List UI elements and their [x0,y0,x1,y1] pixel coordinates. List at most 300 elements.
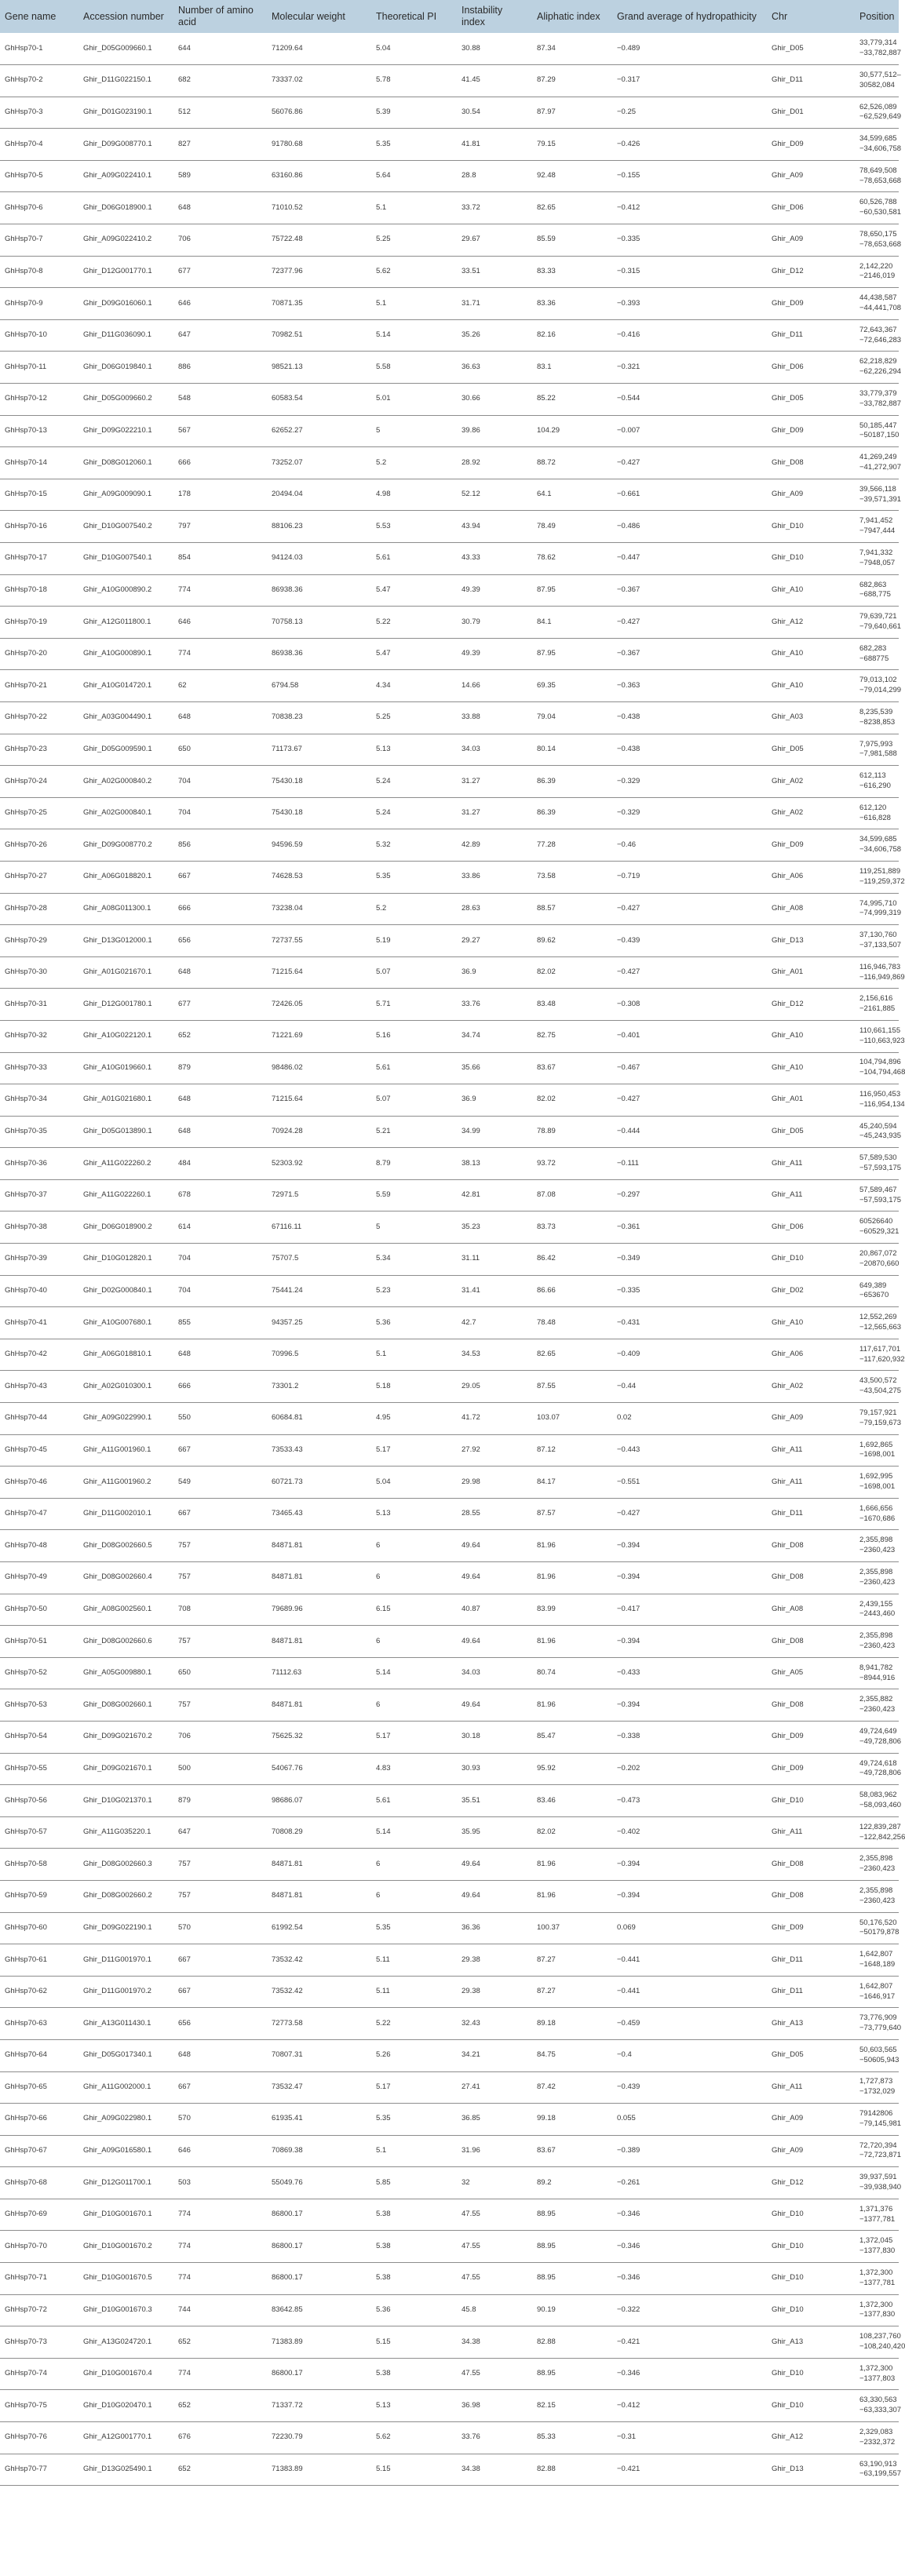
theoretical-pi-cell: 5.61 [371,1785,457,1817]
gravy-cell: −0.394 [612,1626,767,1658]
theoretical-pi-cell: 5.15 [371,2326,457,2359]
accession-cell: Ghir_D11G001970.2 [78,1976,173,2008]
molecular-weight-cell: 75707.5 [267,1244,371,1276]
amino-acid-cell: 652 [173,2390,267,2422]
theoretical-pi-cell: 5.17 [371,2071,457,2104]
table-row [0,574,899,607]
theoretical-pi-cell: 5.26 [371,2039,457,2071]
molecular-weight-cell: 70838.23 [267,701,371,734]
gene-name-cell: GhHsp70-35 [0,1116,78,1148]
position-cell: 2,355,898 −2360,423 [855,1880,899,1912]
aliphatic-index-cell: 99.18 [532,2104,612,2136]
gravy-cell: −0.46 [612,829,767,862]
aliphatic-index-cell: 88.95 [532,2231,612,2263]
aliphatic-index-cell: 86.39 [532,766,612,798]
gene-name-cell: GhHsp70-69 [0,2199,78,2231]
table-row [0,1498,899,1530]
instability-index-cell: 41.72 [457,1403,532,1435]
chr-cell: Ghir_A01 [767,1084,855,1117]
molecular-weight-cell: 56076.86 [267,97,371,129]
molecular-weight-cell: 70996.5 [267,1339,371,1371]
position-cell: 122,839,287 −122,842,256 [855,1816,899,1849]
header-amino-acid-count: Number of amino acid [178,5,254,27]
chr-cell: Ghir_A02 [767,1371,855,1403]
instability-index-cell: 36.85 [457,2104,532,2136]
position-cell: 8,235,539 −8238,853 [855,701,899,734]
amino-acid-cell: 827 [173,129,267,161]
gravy-cell: −0.315 [612,256,767,288]
chr-cell: Ghir_D08 [767,1880,855,1912]
molecular-weight-cell: 70807.31 [267,2039,371,2071]
header-gravy: Grand average of hydropathicity [617,10,757,22]
chr-cell: Ghir_A11 [767,1434,855,1467]
position-cell: 34,599,685 −34,606,758 [855,129,899,161]
instability-index-cell: 34.53 [457,1339,532,1371]
table-row [0,256,899,288]
gravy-cell: −0.486 [612,511,767,543]
position-cell: 116,950,453 −116,954,134 [855,1084,899,1117]
gene-name-cell: GhHsp70-73 [0,2326,78,2359]
instability-index-cell: 30.54 [457,97,532,129]
chr-cell: Ghir_D09 [767,1753,855,1785]
theoretical-pi-cell: 5.13 [371,2390,457,2422]
molecular-weight-cell: 61935.41 [267,2104,371,2136]
instability-index-cell: 47.55 [457,2263,532,2295]
gravy-cell: −0.25 [612,97,767,129]
table-row [0,2231,899,2263]
gravy-cell: −0.335 [612,1275,767,1307]
theoretical-pi-cell: 5.25 [371,701,457,734]
amino-acid-cell: 774 [173,574,267,607]
gene-name-cell: GhHsp70-75 [0,2390,78,2422]
instability-index-cell: 29.38 [457,1976,532,2008]
table-row [0,1052,899,1084]
amino-acid-cell: 708 [173,1594,267,1626]
amino-acid-cell: 646 [173,607,267,639]
accession-cell: Ghir_D01G023190.1 [78,97,173,129]
chr-cell: Ghir_A09 [767,479,855,511]
instability-index-cell: 28.92 [457,447,532,479]
theoretical-pi-cell: 5.24 [371,766,457,798]
accession-cell: Ghir_D08G012060.1 [78,447,173,479]
instability-index-cell: 28.55 [457,1498,532,1530]
aliphatic-index-cell: 83.99 [532,1594,612,1626]
aliphatic-index-cell: 89.62 [532,925,612,957]
chr-cell: Ghir_D08 [767,1530,855,1562]
table-body [0,33,905,2486]
position-cell: 110,661,155 −110,663,923 [855,1020,899,1052]
aliphatic-index-cell: 83.33 [532,256,612,288]
gene-name-cell: GhHsp70-56 [0,1785,78,1817]
aliphatic-index-cell: 87.12 [532,1434,612,1467]
instability-index-cell: 36.9 [457,956,532,989]
table-row [0,1689,899,1722]
table-row [0,1020,899,1052]
gene-name-cell: GhHsp70-21 [0,670,78,702]
theoretical-pi-cell: 5.07 [371,1084,457,1117]
accession-cell: Ghir_D09G008770.2 [78,829,173,862]
theoretical-pi-cell: 5.35 [371,861,457,893]
header-molecular-weight: Molecular weight [272,10,345,22]
gene-name-cell: GhHsp70-42 [0,1339,78,1371]
theoretical-pi-cell: 5.58 [371,352,457,384]
aliphatic-index-cell: 100.37 [532,1912,612,1944]
table-row [0,1753,899,1785]
gene-name-cell: GhHsp70-30 [0,956,78,989]
aliphatic-index-cell: 82.02 [532,1084,612,1117]
gravy-cell: −0.111 [612,1148,767,1180]
gravy-cell: −0.393 [612,288,767,320]
table-row [0,1562,899,1594]
gene-name-cell: GhHsp70-12 [0,384,78,416]
molecular-weight-cell: 73465.43 [267,1498,371,1530]
accession-cell: Ghir_A12G011800.1 [78,607,173,639]
instability-index-cell: 30.88 [457,33,532,65]
amino-acid-cell: 549 [173,1467,267,1499]
theoretical-pi-cell: 5.18 [371,1371,457,1403]
amino-acid-cell: 614 [173,1211,267,1244]
accession-cell: Ghir_D09G021670.1 [78,1753,173,1785]
theoretical-pi-cell: 5.38 [371,2263,457,2295]
instability-index-cell: 34.21 [457,2039,532,2071]
gravy-cell: −0.349 [612,1244,767,1276]
chr-cell: Ghir_D10 [767,2294,855,2326]
instability-index-cell: 49.64 [457,1849,532,1881]
amino-acid-cell: 648 [173,956,267,989]
theoretical-pi-cell: 6 [371,1880,457,1912]
gravy-cell: −0.443 [612,1434,767,1467]
gene-name-cell: GhHsp70-1 [0,33,78,65]
accession-cell: Ghir_A08G011300.1 [78,893,173,925]
aliphatic-index-cell: 81.96 [532,1626,612,1658]
gravy-cell: −0.427 [612,1084,767,1117]
amino-acid-cell: 667 [173,1944,267,1977]
molecular-weight-cell: 83642.85 [267,2294,371,2326]
gene-name-cell: GhHsp70-65 [0,2071,78,2104]
header-instability-index: Instability index [462,5,503,27]
table-row [0,607,899,639]
amino-acid-cell: 704 [173,1275,267,1307]
amino-acid-cell: 500 [173,1753,267,1785]
gene-name-cell: GhHsp70-36 [0,1148,78,1180]
theoretical-pi-cell: 5.1 [371,2135,457,2167]
aliphatic-index-cell: 84.1 [532,607,612,639]
table-row [0,97,899,129]
amino-acid-cell: 648 [173,1084,267,1117]
gene-name-cell: GhHsp70-18 [0,574,78,607]
accession-cell: Ghir_D05G009660.2 [78,384,173,416]
molecular-weight-cell: 73337.02 [267,65,371,97]
accession-cell: Ghir_A11G001960.2 [78,1467,173,1499]
molecular-weight-cell: 72426.05 [267,989,371,1021]
molecular-weight-cell: 98686.07 [267,1785,371,1817]
accession-cell: Ghir_A05G009880.1 [78,1657,173,1689]
gravy-cell: −0.389 [612,2135,767,2167]
position-cell: 1,692,995 −1698,001 [855,1467,899,1499]
gravy-cell: −0.202 [612,1753,767,1785]
amino-acid-cell: 667 [173,1498,267,1530]
instability-index-cell: 29.67 [457,224,532,257]
position-cell: 79,639,721 −79,640,661 [855,607,899,639]
instability-index-cell: 36.63 [457,352,532,384]
gravy-cell: −0.441 [612,1976,767,2008]
instability-index-cell: 35.26 [457,319,532,352]
gravy-cell: −0.317 [612,65,767,97]
instability-index-cell: 30.18 [457,1721,532,1753]
table-row [0,2135,899,2167]
chr-cell: Ghir_A11 [767,1179,855,1211]
accession-cell: Ghir_A11G022260.1 [78,1179,173,1211]
accession-cell: Ghir_D11G001970.1 [78,1944,173,1977]
molecular-weight-cell: 91780.68 [267,129,371,161]
amino-acid-cell: 589 [173,160,267,192]
gene-name-cell: GhHsp70-74 [0,2358,78,2390]
accession-cell: Ghir_A01G021670.1 [78,956,173,989]
table-row [0,352,899,384]
molecular-weight-cell: 63160.86 [267,160,371,192]
aliphatic-index-cell: 85.33 [532,2422,612,2454]
theoretical-pi-cell: 4.95 [371,1403,457,1435]
chr-cell: Ghir_D05 [767,2039,855,2071]
theoretical-pi-cell: 5.62 [371,2422,457,2454]
accession-cell: Ghir_A11G035220.1 [78,1816,173,1849]
position-cell: 44,438,587 −44,441,708 [855,288,899,320]
molecular-weight-cell: 75441.24 [267,1275,371,1307]
gene-name-cell: GhHsp70-70 [0,2231,78,2263]
amino-acid-cell: 667 [173,1434,267,1467]
amino-acid-cell: 666 [173,447,267,479]
theoretical-pi-cell: 5.35 [371,2104,457,2136]
accession-cell: Ghir_A13G024720.1 [78,2326,173,2359]
theoretical-pi-cell: 5.07 [371,956,457,989]
molecular-weight-cell: 73532.42 [267,1944,371,1977]
chr-cell: Ghir_A02 [767,797,855,829]
theoretical-pi-cell: 5.11 [371,1944,457,1977]
gravy-cell: −0.394 [612,1689,767,1722]
gene-name-cell: GhHsp70-44 [0,1403,78,1435]
gene-name-cell: GhHsp70-66 [0,2104,78,2136]
amino-acid-cell: 677 [173,989,267,1021]
instability-index-cell: 34.74 [457,1020,532,1052]
table-row [0,1148,899,1180]
accession-cell: Ghir_D10G021370.1 [78,1785,173,1817]
accession-cell: Ghir_A10G000890.2 [78,574,173,607]
position-cell: 2,355,898 −2360,423 [855,1849,899,1881]
theoretical-pi-cell: 5.36 [371,2294,457,2326]
gravy-cell: −0.322 [612,2294,767,2326]
accession-cell: Ghir_D06G018900.1 [78,192,173,224]
molecular-weight-cell: 72377.96 [267,256,371,288]
theoretical-pi-cell: 5.39 [371,97,457,129]
aliphatic-index-cell: 82.02 [532,1816,612,1849]
theoretical-pi-cell: 5.1 [371,1339,457,1371]
theoretical-pi-cell: 5.14 [371,1657,457,1689]
instability-index-cell: 31.41 [457,1275,532,1307]
theoretical-pi-cell: 8.79 [371,1148,457,1180]
gravy-cell: −0.427 [612,956,767,989]
molecular-weight-cell: 74628.53 [267,861,371,893]
gravy-cell: −0.321 [612,352,767,384]
position-cell: 2,142,220 −2146,019 [855,256,899,288]
gravy-cell: −0.346 [612,2263,767,2295]
aliphatic-index-cell: 87.42 [532,2071,612,2104]
chr-cell: Ghir_A06 [767,1339,855,1371]
gene-name-cell: GhHsp70-60 [0,1912,78,1944]
instability-index-cell: 42.89 [457,829,532,862]
chr-cell: Ghir_D05 [767,1116,855,1148]
header-row [0,0,899,33]
aliphatic-index-cell: 69.35 [532,670,612,702]
theoretical-pi-cell: 5.64 [371,160,457,192]
header-chr: Chr [772,10,788,22]
gene-name-cell: GhHsp70-31 [0,989,78,1021]
theoretical-pi-cell: 5.35 [371,1912,457,1944]
gene-name-cell: GhHsp70-27 [0,861,78,893]
table-row [0,670,899,702]
gravy-cell: −0.297 [612,1179,767,1211]
gravy-cell: −0.401 [612,1020,767,1052]
accession-cell: Ghir_D08G002660.5 [78,1530,173,1562]
molecular-weight-cell: 60583.54 [267,384,371,416]
instability-index-cell: 42.81 [457,1179,532,1211]
aliphatic-index-cell: 88.95 [532,2263,612,2295]
accession-cell: Ghir_D10G001670.3 [78,2294,173,2326]
theoretical-pi-cell: 6 [371,1562,457,1594]
gene-name-cell: GhHsp70-8 [0,256,78,288]
molecular-weight-cell: 71221.69 [267,1020,371,1052]
accession-cell: Ghir_D05G013890.1 [78,1116,173,1148]
theoretical-pi-cell: 5.32 [371,829,457,862]
accession-cell: Ghir_A03G004490.1 [78,701,173,734]
position-cell: 58,083,962 −58,093,460 [855,1785,899,1817]
chr-cell: Ghir_D05 [767,33,855,65]
theoretical-pi-cell: 5.04 [371,33,457,65]
aliphatic-index-cell: 87.57 [532,1498,612,1530]
gene-name-cell: GhHsp70-47 [0,1498,78,1530]
instability-index-cell: 31.11 [457,1244,532,1276]
molecular-weight-cell: 70808.29 [267,1816,371,1849]
instability-index-cell: 49.64 [457,1562,532,1594]
instability-index-cell: 29.98 [457,1467,532,1499]
aliphatic-index-cell: 87.27 [532,1944,612,1977]
accession-cell: Ghir_A09G022410.2 [78,224,173,257]
table-row [0,829,899,862]
table-row [0,479,899,511]
table-row [0,1944,899,1977]
molecular-weight-cell: 70924.28 [267,1116,371,1148]
position-cell: 1,371,376 −1377,781 [855,2199,899,2231]
molecular-weight-cell: 71215.64 [267,956,371,989]
gene-name-cell: GhHsp70-38 [0,1211,78,1244]
aliphatic-index-cell: 82.65 [532,1339,612,1371]
position-cell: 119,251,889 −119,259,372 [855,861,899,893]
molecular-weight-cell: 72230.79 [267,2422,371,2454]
chr-cell: Ghir_A09 [767,160,855,192]
instability-index-cell: 27.41 [457,2071,532,2104]
theoretical-pi-cell: 5.78 [371,65,457,97]
instability-index-cell: 34.38 [457,2326,532,2359]
gene-name-cell: GhHsp70-32 [0,1020,78,1052]
accession-cell: Ghir_D10G020470.1 [78,2390,173,2422]
position-cell: 34,599,685 −34,606,758 [855,829,899,862]
gravy-cell: −0.31 [612,2422,767,2454]
gravy-cell: −0.544 [612,384,767,416]
gravy-cell: −0.431 [612,1307,767,1339]
molecular-weight-cell: 86938.36 [267,574,371,607]
accession-cell: Ghir_A06G018820.1 [78,861,173,893]
chr-cell: Ghir_D06 [767,352,855,384]
gene-name-cell: GhHsp70-7 [0,224,78,257]
amino-acid-cell: 647 [173,1816,267,1849]
gravy-cell: −0.459 [612,2008,767,2040]
gravy-cell: −0.361 [612,1211,767,1244]
position-cell: 1,372,300 −1377,781 [855,2263,899,2295]
table-row [0,1626,899,1658]
position-cell: 73,776,909 −73,779,640 [855,2008,899,2040]
table-row [0,511,899,543]
table-row [0,1403,899,1435]
molecular-weight-cell: 84871.81 [267,1562,371,1594]
chr-cell: Ghir_D05 [767,734,855,766]
table-row [0,129,899,161]
accession-cell: Ghir_D09G021670.2 [78,1721,173,1753]
instability-index-cell: 29.27 [457,925,532,957]
gravy-cell: −0.427 [612,607,767,639]
amino-acid-cell: 656 [173,925,267,957]
gravy-cell: −0.44 [612,1371,767,1403]
instability-index-cell: 33.51 [457,256,532,288]
table-row [0,1084,899,1117]
amino-acid-cell: 652 [173,2454,267,2486]
gravy-cell: −0.439 [612,2071,767,2104]
position-cell: 1,642,807 −1648,189 [855,1944,899,1977]
amino-acid-cell: 646 [173,2135,267,2167]
aliphatic-index-cell: 80.74 [532,1657,612,1689]
gene-name-cell: GhHsp70-24 [0,766,78,798]
chr-cell: Ghir_A05 [767,1657,855,1689]
aliphatic-index-cell: 87.08 [532,1179,612,1211]
accession-cell: Ghir_D11G022150.1 [78,65,173,97]
instability-index-cell: 36.36 [457,1912,532,1944]
molecular-weight-cell: 71112.63 [267,1657,371,1689]
table-row [0,2263,899,2295]
table-row [0,1976,899,2008]
molecular-weight-cell: 61992.54 [267,1912,371,1944]
position-cell: 8,941,782 −8944,916 [855,1657,899,1689]
theoretical-pi-cell: 5 [371,415,457,447]
gene-name-cell: GhHsp70-59 [0,1880,78,1912]
amino-acid-cell: 879 [173,1785,267,1817]
gravy-cell: −0.363 [612,670,767,702]
gene-name-cell: GhHsp70-37 [0,1179,78,1211]
aliphatic-index-cell: 89.2 [532,2167,612,2199]
instability-index-cell: 30.93 [457,1753,532,1785]
table-row [0,288,899,320]
position-cell: 39,937,591 −39,938,940 [855,2167,899,2199]
accession-cell: Ghir_D05G009590.1 [78,734,173,766]
position-cell: 45,240,594 −45,243,935 [855,1116,899,1148]
position-cell: 78,650,175 −78,653,668 [855,224,899,257]
chr-cell: Ghir_D05 [767,384,855,416]
amino-acid-cell: 650 [173,1657,267,1689]
amino-acid-cell: 704 [173,766,267,798]
chr-cell: Ghir_D08 [767,1849,855,1881]
chr-cell: Ghir_D09 [767,829,855,862]
accession-cell: Ghir_D11G002010.1 [78,1498,173,1530]
position-cell: 2,355,898 −2360,423 [855,1530,899,1562]
theoretical-pi-cell: 5.38 [371,2231,457,2263]
theoretical-pi-cell: 5.17 [371,1721,457,1753]
